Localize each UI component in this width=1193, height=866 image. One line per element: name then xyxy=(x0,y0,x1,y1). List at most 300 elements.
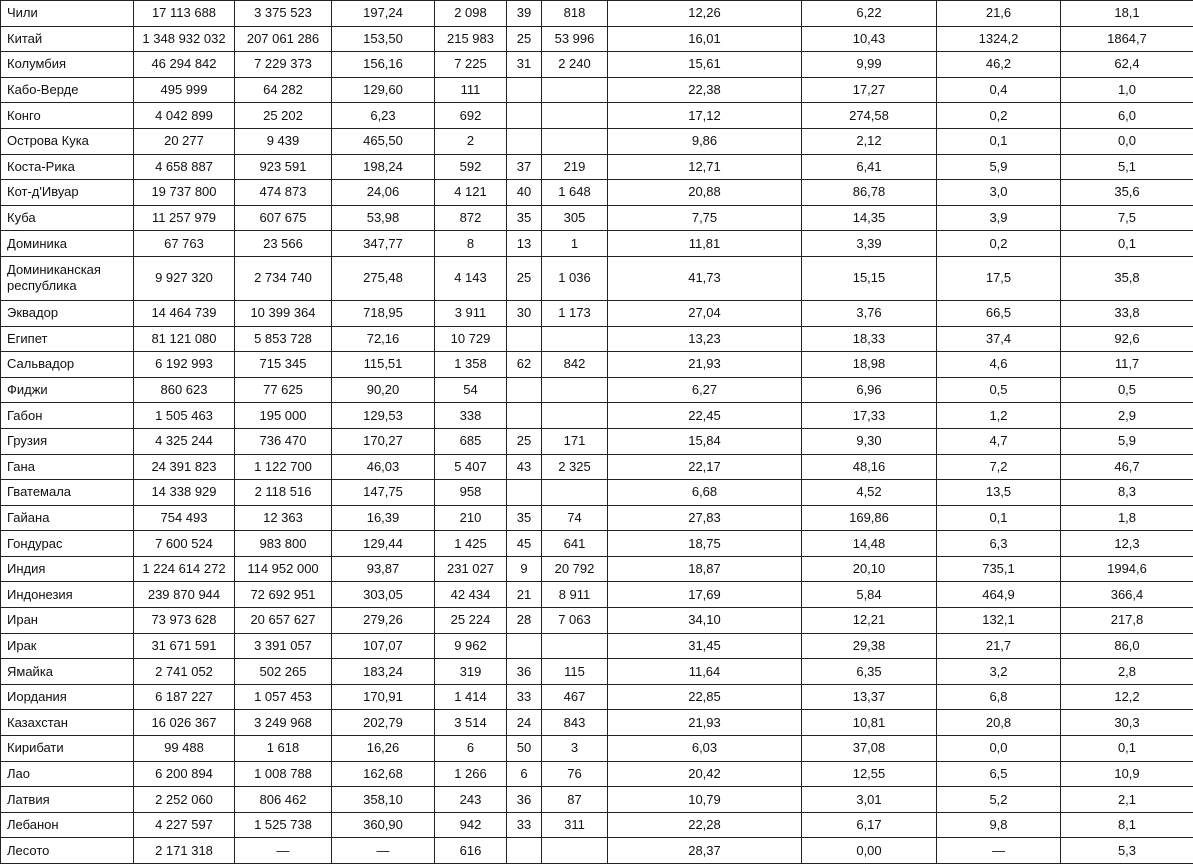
value-cell-4: 685 xyxy=(435,428,507,454)
country-cell: Казахстан xyxy=(1,710,134,736)
value-cell-2: 3 391 057 xyxy=(235,633,332,659)
value-cell-7: 21,93 xyxy=(608,710,802,736)
value-cell-7: 20,42 xyxy=(608,761,802,787)
value-cell-6: 1 xyxy=(542,231,608,257)
value-cell-8: 3,01 xyxy=(802,787,937,813)
value-cell-10: 12,2 xyxy=(1061,684,1193,710)
value-cell-7: 28,37 xyxy=(608,838,802,864)
value-cell-5: 25 xyxy=(507,428,542,454)
value-cell-4: 210 xyxy=(435,505,507,531)
value-cell-6 xyxy=(542,838,608,864)
value-cell-2: 195 000 xyxy=(235,403,332,429)
value-cell-9: 5,9 xyxy=(937,154,1061,180)
value-cell-2: 474 873 xyxy=(235,180,332,206)
value-cell-4: 3 911 xyxy=(435,300,507,326)
value-cell-5: 43 xyxy=(507,454,542,480)
value-cell-3: 202,79 xyxy=(332,710,435,736)
value-cell-5: 50 xyxy=(507,736,542,762)
value-cell-6 xyxy=(542,480,608,506)
table-body xyxy=(1,1,1193,864)
value-cell-3: 275,48 xyxy=(332,256,435,300)
value-cell-7: 7,75 xyxy=(608,205,802,231)
value-cell-4: 111 xyxy=(435,77,507,103)
population-cell: 17 113 688 xyxy=(134,1,235,27)
value-cell-6: 7 063 xyxy=(542,608,608,634)
value-cell-4: 872 xyxy=(435,205,507,231)
value-cell-3: 303,05 xyxy=(332,582,435,608)
value-cell-5: 39 xyxy=(507,1,542,27)
value-cell-8: 6,35 xyxy=(802,659,937,685)
value-cell-4: 958 xyxy=(435,480,507,506)
value-cell-10: 0,1 xyxy=(1061,736,1193,762)
value-cell-10: 2,1 xyxy=(1061,787,1193,813)
value-cell-8: 9,99 xyxy=(802,52,937,78)
table-row xyxy=(1,505,1193,531)
value-cell-3: 170,27 xyxy=(332,428,435,454)
value-cell-4: 25 224 xyxy=(435,608,507,634)
value-cell-2: 2 118 516 xyxy=(235,480,332,506)
population-cell: 860 623 xyxy=(134,377,235,403)
value-cell-9: 6,5 xyxy=(937,761,1061,787)
value-cell-8: 169,86 xyxy=(802,505,937,531)
value-cell-4: 10 729 xyxy=(435,326,507,352)
value-cell-2: 2 734 740 xyxy=(235,256,332,300)
value-cell-10: 0,5 xyxy=(1061,377,1193,403)
table-row xyxy=(1,633,1193,659)
value-cell-9: 46,2 xyxy=(937,52,1061,78)
country-cell: Чили xyxy=(1,1,134,27)
value-cell-9: 5,2 xyxy=(937,787,1061,813)
value-cell-5: 6 xyxy=(507,761,542,787)
value-cell-4: 3 514 xyxy=(435,710,507,736)
value-cell-7: 21,93 xyxy=(608,352,802,378)
country-cell: Лесото xyxy=(1,838,134,864)
value-cell-10: 0,0 xyxy=(1061,128,1193,154)
value-cell-5: 36 xyxy=(507,787,542,813)
value-cell-5: 21 xyxy=(507,582,542,608)
population-cell: 31 671 591 xyxy=(134,633,235,659)
population-cell: 46 294 842 xyxy=(134,52,235,78)
value-cell-7: 22,28 xyxy=(608,812,802,838)
value-cell-9: 66,5 xyxy=(937,300,1061,326)
value-cell-9: 464,9 xyxy=(937,582,1061,608)
table-row xyxy=(1,26,1193,52)
value-cell-9: 0,2 xyxy=(937,103,1061,129)
value-cell-3: 46,03 xyxy=(332,454,435,480)
country-cell: Лебанон xyxy=(1,812,134,838)
population-cell: 4 042 899 xyxy=(134,103,235,129)
value-cell-10: 18,1 xyxy=(1061,1,1193,27)
value-cell-3: 90,20 xyxy=(332,377,435,403)
value-cell-4: 1 414 xyxy=(435,684,507,710)
value-cell-9: 17,5 xyxy=(937,256,1061,300)
table-row xyxy=(1,326,1193,352)
table-row xyxy=(1,77,1193,103)
table-row xyxy=(1,659,1193,685)
value-cell-8: 14,35 xyxy=(802,205,937,231)
value-cell-3: 358,10 xyxy=(332,787,435,813)
value-cell-6: 1 648 xyxy=(542,180,608,206)
value-cell-7: 15,84 xyxy=(608,428,802,454)
value-cell-8: 18,98 xyxy=(802,352,937,378)
value-cell-9: 0,4 xyxy=(937,77,1061,103)
value-cell-8: 6,96 xyxy=(802,377,937,403)
value-cell-4: 231 027 xyxy=(435,556,507,582)
value-cell-6 xyxy=(542,326,608,352)
value-cell-5: 62 xyxy=(507,352,542,378)
value-cell-10: 1,8 xyxy=(1061,505,1193,531)
value-cell-4: 616 xyxy=(435,838,507,864)
population-cell: 2 741 052 xyxy=(134,659,235,685)
value-cell-2: 736 470 xyxy=(235,428,332,454)
value-cell-4: 1 358 xyxy=(435,352,507,378)
value-cell-5 xyxy=(507,403,542,429)
population-cell: 495 999 xyxy=(134,77,235,103)
value-cell-10: 86,0 xyxy=(1061,633,1193,659)
value-cell-3: 16,39 xyxy=(332,505,435,531)
value-cell-8: 3,76 xyxy=(802,300,937,326)
value-cell-2: 1 618 xyxy=(235,736,332,762)
value-cell-6: 305 xyxy=(542,205,608,231)
value-cell-2: 114 952 000 xyxy=(235,556,332,582)
country-cell: Доминиканская республика xyxy=(1,256,134,300)
value-cell-7: 13,23 xyxy=(608,326,802,352)
value-cell-3: 170,91 xyxy=(332,684,435,710)
country-cell: Грузия xyxy=(1,428,134,454)
country-cell: Сальвадор xyxy=(1,352,134,378)
value-cell-2: — xyxy=(235,838,332,864)
value-cell-7: 31,45 xyxy=(608,633,802,659)
value-cell-4: 54 xyxy=(435,377,507,403)
value-cell-6 xyxy=(542,633,608,659)
value-cell-3: 147,75 xyxy=(332,480,435,506)
population-cell: 239 870 944 xyxy=(134,582,235,608)
population-cell: 4 325 244 xyxy=(134,428,235,454)
value-cell-10: 92,6 xyxy=(1061,326,1193,352)
value-cell-7: 22,17 xyxy=(608,454,802,480)
table-row xyxy=(1,428,1193,454)
value-cell-6: 641 xyxy=(542,531,608,557)
value-cell-8: 37,08 xyxy=(802,736,937,762)
country-cell: Острова Кука xyxy=(1,128,134,154)
country-cell: Гондурас xyxy=(1,531,134,557)
value-cell-7: 6,68 xyxy=(608,480,802,506)
value-cell-8: 3,39 xyxy=(802,231,937,257)
value-cell-7: 18,75 xyxy=(608,531,802,557)
table-row xyxy=(1,256,1193,300)
value-cell-9: 0,2 xyxy=(937,231,1061,257)
value-cell-10: 1,0 xyxy=(1061,77,1193,103)
value-cell-6: 467 xyxy=(542,684,608,710)
value-cell-8: 18,33 xyxy=(802,326,937,352)
value-cell-2: 1 057 453 xyxy=(235,684,332,710)
value-cell-8: 6,41 xyxy=(802,154,937,180)
value-cell-9: 132,1 xyxy=(937,608,1061,634)
value-cell-4: 592 xyxy=(435,154,507,180)
value-cell-5: 40 xyxy=(507,180,542,206)
country-cell: Египет xyxy=(1,326,134,352)
value-cell-5 xyxy=(507,128,542,154)
value-cell-8: 15,15 xyxy=(802,256,937,300)
value-cell-6 xyxy=(542,377,608,403)
value-cell-7: 17,69 xyxy=(608,582,802,608)
value-cell-8: 20,10 xyxy=(802,556,937,582)
value-cell-2: 7 229 373 xyxy=(235,52,332,78)
value-cell-9: 3,2 xyxy=(937,659,1061,685)
value-cell-2: 3 249 968 xyxy=(235,710,332,736)
table-row xyxy=(1,531,1193,557)
value-cell-9: — xyxy=(937,838,1061,864)
value-cell-7: 27,83 xyxy=(608,505,802,531)
value-cell-6: 311 xyxy=(542,812,608,838)
value-cell-8: 4,52 xyxy=(802,480,937,506)
value-cell-4: 243 xyxy=(435,787,507,813)
value-cell-10: 10,9 xyxy=(1061,761,1193,787)
country-cell: Иордания xyxy=(1,684,134,710)
value-cell-4: 6 xyxy=(435,736,507,762)
value-cell-8: 14,48 xyxy=(802,531,937,557)
value-cell-5: 9 xyxy=(507,556,542,582)
value-cell-4: 9 962 xyxy=(435,633,507,659)
value-cell-7: 22,38 xyxy=(608,77,802,103)
value-cell-10: 33,8 xyxy=(1061,300,1193,326)
value-cell-6: 1 036 xyxy=(542,256,608,300)
value-cell-7: 17,12 xyxy=(608,103,802,129)
value-cell-10: 2,8 xyxy=(1061,659,1193,685)
value-cell-5 xyxy=(507,326,542,352)
value-cell-8: 5,84 xyxy=(802,582,937,608)
value-cell-10: 5,3 xyxy=(1061,838,1193,864)
value-cell-9: 7,2 xyxy=(937,454,1061,480)
value-cell-6 xyxy=(542,77,608,103)
value-cell-7: 11,81 xyxy=(608,231,802,257)
value-cell-7: 10,79 xyxy=(608,787,802,813)
value-cell-9: 4,6 xyxy=(937,352,1061,378)
value-cell-7: 22,45 xyxy=(608,403,802,429)
country-cell: Гана xyxy=(1,454,134,480)
country-cell: Гайана xyxy=(1,505,134,531)
value-cell-4: 942 xyxy=(435,812,507,838)
population-cell: 73 973 628 xyxy=(134,608,235,634)
value-cell-2: 5 853 728 xyxy=(235,326,332,352)
value-cell-2: 10 399 364 xyxy=(235,300,332,326)
value-cell-6: 843 xyxy=(542,710,608,736)
value-cell-3: 465,50 xyxy=(332,128,435,154)
value-cell-3: 16,26 xyxy=(332,736,435,762)
value-cell-10: 5,9 xyxy=(1061,428,1193,454)
value-cell-3: 115,51 xyxy=(332,352,435,378)
value-cell-6: 2 325 xyxy=(542,454,608,480)
value-cell-2: 983 800 xyxy=(235,531,332,557)
value-cell-8: 10,81 xyxy=(802,710,937,736)
value-cell-10: 366,4 xyxy=(1061,582,1193,608)
value-cell-5: 24 xyxy=(507,710,542,736)
country-cell: Колумбия xyxy=(1,52,134,78)
value-cell-8: 6,17 xyxy=(802,812,937,838)
value-cell-9: 0,0 xyxy=(937,736,1061,762)
value-cell-5 xyxy=(507,633,542,659)
value-cell-9: 735,1 xyxy=(937,556,1061,582)
value-cell-4: 692 xyxy=(435,103,507,129)
value-cell-8: 2,12 xyxy=(802,128,937,154)
population-cell: 1 505 463 xyxy=(134,403,235,429)
table-row xyxy=(1,556,1193,582)
value-cell-2: 77 625 xyxy=(235,377,332,403)
value-cell-10: 6,0 xyxy=(1061,103,1193,129)
value-cell-7: 16,01 xyxy=(608,26,802,52)
country-cell: Иран xyxy=(1,608,134,634)
value-cell-9: 6,8 xyxy=(937,684,1061,710)
table-row xyxy=(1,454,1193,480)
value-cell-2: 25 202 xyxy=(235,103,332,129)
population-cell: 6 192 993 xyxy=(134,352,235,378)
country-cell: Лао xyxy=(1,761,134,787)
value-cell-6: 20 792 xyxy=(542,556,608,582)
value-cell-4: 5 407 xyxy=(435,454,507,480)
value-cell-10: 30,3 xyxy=(1061,710,1193,736)
value-cell-8: 86,78 xyxy=(802,180,937,206)
value-cell-3: 279,26 xyxy=(332,608,435,634)
value-cell-5: 25 xyxy=(507,256,542,300)
table-row xyxy=(1,180,1193,206)
table-row xyxy=(1,608,1193,634)
value-cell-6: 8 911 xyxy=(542,582,608,608)
value-cell-9: 1324,2 xyxy=(937,26,1061,52)
population-cell: 20 277 xyxy=(134,128,235,154)
value-cell-4: 42 434 xyxy=(435,582,507,608)
value-cell-8: 12,21 xyxy=(802,608,937,634)
table-row xyxy=(1,710,1193,736)
value-cell-3: 718,95 xyxy=(332,300,435,326)
table-row xyxy=(1,52,1193,78)
value-cell-2: 72 692 951 xyxy=(235,582,332,608)
value-cell-5: 36 xyxy=(507,659,542,685)
table-row xyxy=(1,103,1193,129)
table-row xyxy=(1,582,1193,608)
value-cell-5: 30 xyxy=(507,300,542,326)
value-cell-9: 0,1 xyxy=(937,128,1061,154)
value-cell-4: 338 xyxy=(435,403,507,429)
value-cell-2: 64 282 xyxy=(235,77,332,103)
value-cell-7: 27,04 xyxy=(608,300,802,326)
value-cell-8: 17,27 xyxy=(802,77,937,103)
population-cell: 4 227 597 xyxy=(134,812,235,838)
value-cell-8: 17,33 xyxy=(802,403,937,429)
value-cell-7: 20,88 xyxy=(608,180,802,206)
value-cell-2: 502 265 xyxy=(235,659,332,685)
value-cell-6 xyxy=(542,403,608,429)
value-cell-5: 25 xyxy=(507,26,542,52)
value-cell-9: 3,9 xyxy=(937,205,1061,231)
value-cell-3: 72,16 xyxy=(332,326,435,352)
table-row xyxy=(1,1,1193,27)
value-cell-6: 115 xyxy=(542,659,608,685)
value-cell-9: 0,1 xyxy=(937,505,1061,531)
value-cell-5: 45 xyxy=(507,531,542,557)
value-cell-7: 18,87 xyxy=(608,556,802,582)
value-cell-9: 13,5 xyxy=(937,480,1061,506)
population-cell: 6 187 227 xyxy=(134,684,235,710)
value-cell-10: 35,8 xyxy=(1061,256,1193,300)
value-cell-9: 6,3 xyxy=(937,531,1061,557)
value-cell-5 xyxy=(507,480,542,506)
value-cell-8: 6,22 xyxy=(802,1,937,27)
country-cell: Гватемала xyxy=(1,480,134,506)
value-cell-5: 35 xyxy=(507,205,542,231)
value-cell-9: 1,2 xyxy=(937,403,1061,429)
population-cell: 81 121 080 xyxy=(134,326,235,352)
value-cell-7: 6,27 xyxy=(608,377,802,403)
country-cell: Ирак xyxy=(1,633,134,659)
value-cell-8: 274,58 xyxy=(802,103,937,129)
value-cell-2: 923 591 xyxy=(235,154,332,180)
population-cell: 2 171 318 xyxy=(134,838,235,864)
value-cell-5 xyxy=(507,377,542,403)
population-cell: 9 927 320 xyxy=(134,256,235,300)
value-cell-9: 3,0 xyxy=(937,180,1061,206)
table-row xyxy=(1,480,1193,506)
value-cell-7: 15,61 xyxy=(608,52,802,78)
value-cell-5 xyxy=(507,77,542,103)
value-cell-3: 129,53 xyxy=(332,403,435,429)
table-row xyxy=(1,403,1193,429)
value-cell-10: 8,1 xyxy=(1061,812,1193,838)
value-cell-3: 153,50 xyxy=(332,26,435,52)
value-cell-9: 4,7 xyxy=(937,428,1061,454)
population-cell: 754 493 xyxy=(134,505,235,531)
value-cell-7: 11,64 xyxy=(608,659,802,685)
value-cell-4: 4 143 xyxy=(435,256,507,300)
population-cell: 14 464 739 xyxy=(134,300,235,326)
country-cell: Куба xyxy=(1,205,134,231)
value-cell-6: 2 240 xyxy=(542,52,608,78)
value-cell-2: 1 122 700 xyxy=(235,454,332,480)
value-cell-10: 7,5 xyxy=(1061,205,1193,231)
value-cell-7: 41,73 xyxy=(608,256,802,300)
value-cell-10: 0,1 xyxy=(1061,231,1193,257)
value-cell-3: 129,60 xyxy=(332,77,435,103)
country-cell: Фиджи xyxy=(1,377,134,403)
value-cell-3: 347,77 xyxy=(332,231,435,257)
value-cell-10: 1864,7 xyxy=(1061,26,1193,52)
value-cell-4: 215 983 xyxy=(435,26,507,52)
value-cell-10: 62,4 xyxy=(1061,52,1193,78)
value-cell-6: 219 xyxy=(542,154,608,180)
population-cell: 19 737 800 xyxy=(134,180,235,206)
table-row xyxy=(1,787,1193,813)
value-cell-5: 33 xyxy=(507,684,542,710)
value-cell-2: 207 061 286 xyxy=(235,26,332,52)
value-cell-6: 74 xyxy=(542,505,608,531)
table-row xyxy=(1,812,1193,838)
value-cell-5: 37 xyxy=(507,154,542,180)
value-cell-2: 23 566 xyxy=(235,231,332,257)
value-cell-6: 171 xyxy=(542,428,608,454)
value-cell-5: 31 xyxy=(507,52,542,78)
table-row xyxy=(1,352,1193,378)
value-cell-10: 5,1 xyxy=(1061,154,1193,180)
value-cell-4: 4 121 xyxy=(435,180,507,206)
value-cell-8: 29,38 xyxy=(802,633,937,659)
value-cell-10: 217,8 xyxy=(1061,608,1193,634)
country-cell: Конго xyxy=(1,103,134,129)
value-cell-2: 806 462 xyxy=(235,787,332,813)
value-cell-6: 1 173 xyxy=(542,300,608,326)
table-row xyxy=(1,761,1193,787)
value-cell-6 xyxy=(542,128,608,154)
table-row xyxy=(1,377,1193,403)
table-row xyxy=(1,838,1193,864)
